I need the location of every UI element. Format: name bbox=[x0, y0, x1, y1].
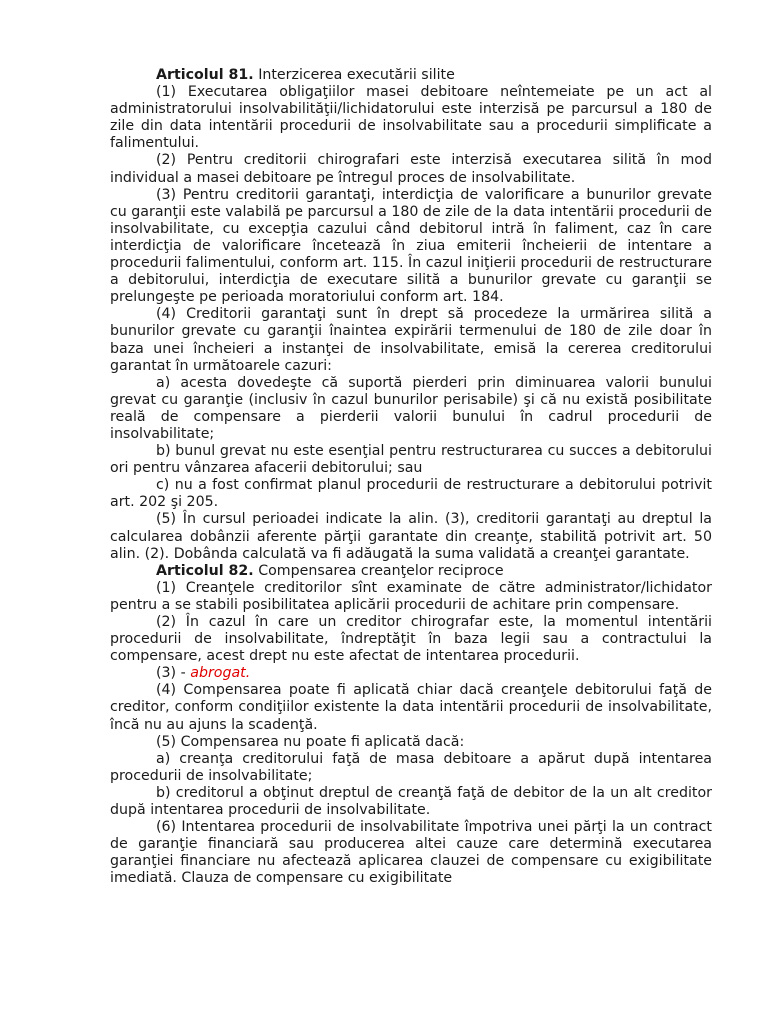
article-81-header bbox=[110, 67, 712, 84]
art82-paragraph-4: (4) Compensarea poate fi aplicată chiar dacă creanţele debitorului faţă de creditor, conform condiţiilor existente la data intentării procedurii de insolvabilitate, încă nu au ajuns la scadenţă. bbox=[110, 682, 712, 733]
art82-paragraph-5b: b) creditorul a obţinut dreptul de creanţă faţă de debitor de la un alt creditor după intentarea procedurii de insolvabilitate. bbox=[110, 784, 712, 819]
art82-paragraph-5: (5) Compensarea nu poate fi aplicată dacă: bbox=[156, 733, 465, 750]
art82-paragraph-3 bbox=[110, 665, 712, 682]
art81-paragraph-4c: c) nu a fost confirmat planul procedurii de restructurare a debitorului potrivit art. 202 şi 205. bbox=[110, 477, 712, 511]
art81-paragraph-4b: b) bunul grevat nu este esenţial pentru restructurarea cu succes a debitorului ori pentru vânzarea afacerii debitorului; sau bbox=[110, 443, 712, 477]
art82-paragraph-6: (6) Intentarea procedurii de insolvabilitate împotriva unei părţi la un contract de garanţie financiară sau producerea altei cauze care determină executarea garanţiei financiare nu afectează aplicarea clauzei de compensare cu exigibilitate imediată. Clauza de compensare cu exigibilitate bbox=[110, 819, 712, 887]
article-81-number: Articolul 81. bbox=[156, 67, 254, 83]
article-82-header bbox=[110, 563, 712, 580]
abrogat-note: abrogat. bbox=[190, 665, 251, 682]
art81-paragraph-5: (5) În cursul perioadei indicate la alin. (3), creditorii garantaţi au dreptul la calcularea dobânzii aferente părţii garantate din creanţe, stabilită potrivit art. 50 alin. (2). Dobânda calculată va fi adăugată la suma validată a creanţei garantate. bbox=[110, 511, 712, 562]
art82-paragraph-1: (1) Creanţele creditorilor sînt examinate de către administrator/lichidator pentru a se stabili posibilitatea aplicării procedurii de achitare prin compensare. bbox=[110, 579, 712, 613]
article-81-title: Interzicerea executării silite bbox=[253, 67, 455, 83]
article-82-title: Compensarea creanţelor reciproce bbox=[253, 562, 504, 579]
art82-paragraph-2: (2) În cazul în care un creditor chirografar este, la momentul intentării procedurii de insolvabilitate, îndreptăţit în baza legii sau a contractului la compensare, acest drept nu este afectat de intentarea procedurii. bbox=[110, 614, 712, 665]
document-page bbox=[110, 67, 712, 888]
art82-paragraph-3-prefix: (3) - bbox=[156, 665, 191, 682]
art81-paragraph-4: (4) Creditorii garantaţi sunt în drept să procedeze la urmărirea silită a bunurilor grevate cu garanţii înaintea expirării termenului de 180 de zile doar în baza unei încheieri a instanţei de insolvabilitate, emisă la cererea creditorului garantat în următoarele cazuri: bbox=[110, 306, 712, 374]
art81-paragraph-4a: a) acesta dovedeşte că suportă pierderi prin diminuarea valorii bunului grevat cu garanţie (inclusiv în cazul bunurilor perisabile) şi că nu există posibilitate reală de compensare a pierderii valorii bunului în cadrul procedurii de insolvabilitate; bbox=[110, 374, 712, 442]
art81-paragraph-1: (1) Executarea obligaţiilor masei debitoare neîntemeiate pe un act al administratorului insolvabilităţii/lichidatorului este interzisă pe parcursul a 180 de zile din data intentării procedurii de insolvabilitate sau a procedurii simplificate a falimentului. bbox=[110, 84, 712, 152]
article-82-number: Articolul 82. bbox=[156, 562, 254, 579]
art81-paragraph-2: (2) Pentru creditorii chirografari este interzisă executarea silită în mod individual a masei debitoare pe întregul proces de insolvabilitate. bbox=[110, 152, 712, 186]
art82-paragraph-5a: a) creanţa creditorului faţă de masa debitoare a apărut după intentarea procedurii de insolvabilitate; bbox=[110, 750, 712, 784]
art81-paragraph-3: (3) Pentru creditorii garantaţi, interdicţia de valorificare a bunurilor grevate cu garanţii este valabilă pe parcursul a 180 de zile de la data intentării procedurii de insolvabilitate, cu excepţia cazului când debitorul intră în faliment, caz în care interdicţia de valorificare încetează în ziua emiterii încheierii de intentare a procedurii falimentului, conform art. 115. În cazul iniţierii procedurii de restructurare a debitorului, interdicţia de executare silită a bunurilor grevate cu garanţii se prelungeşte pe perioada moratoriului conform art. 184. bbox=[110, 186, 712, 306]
